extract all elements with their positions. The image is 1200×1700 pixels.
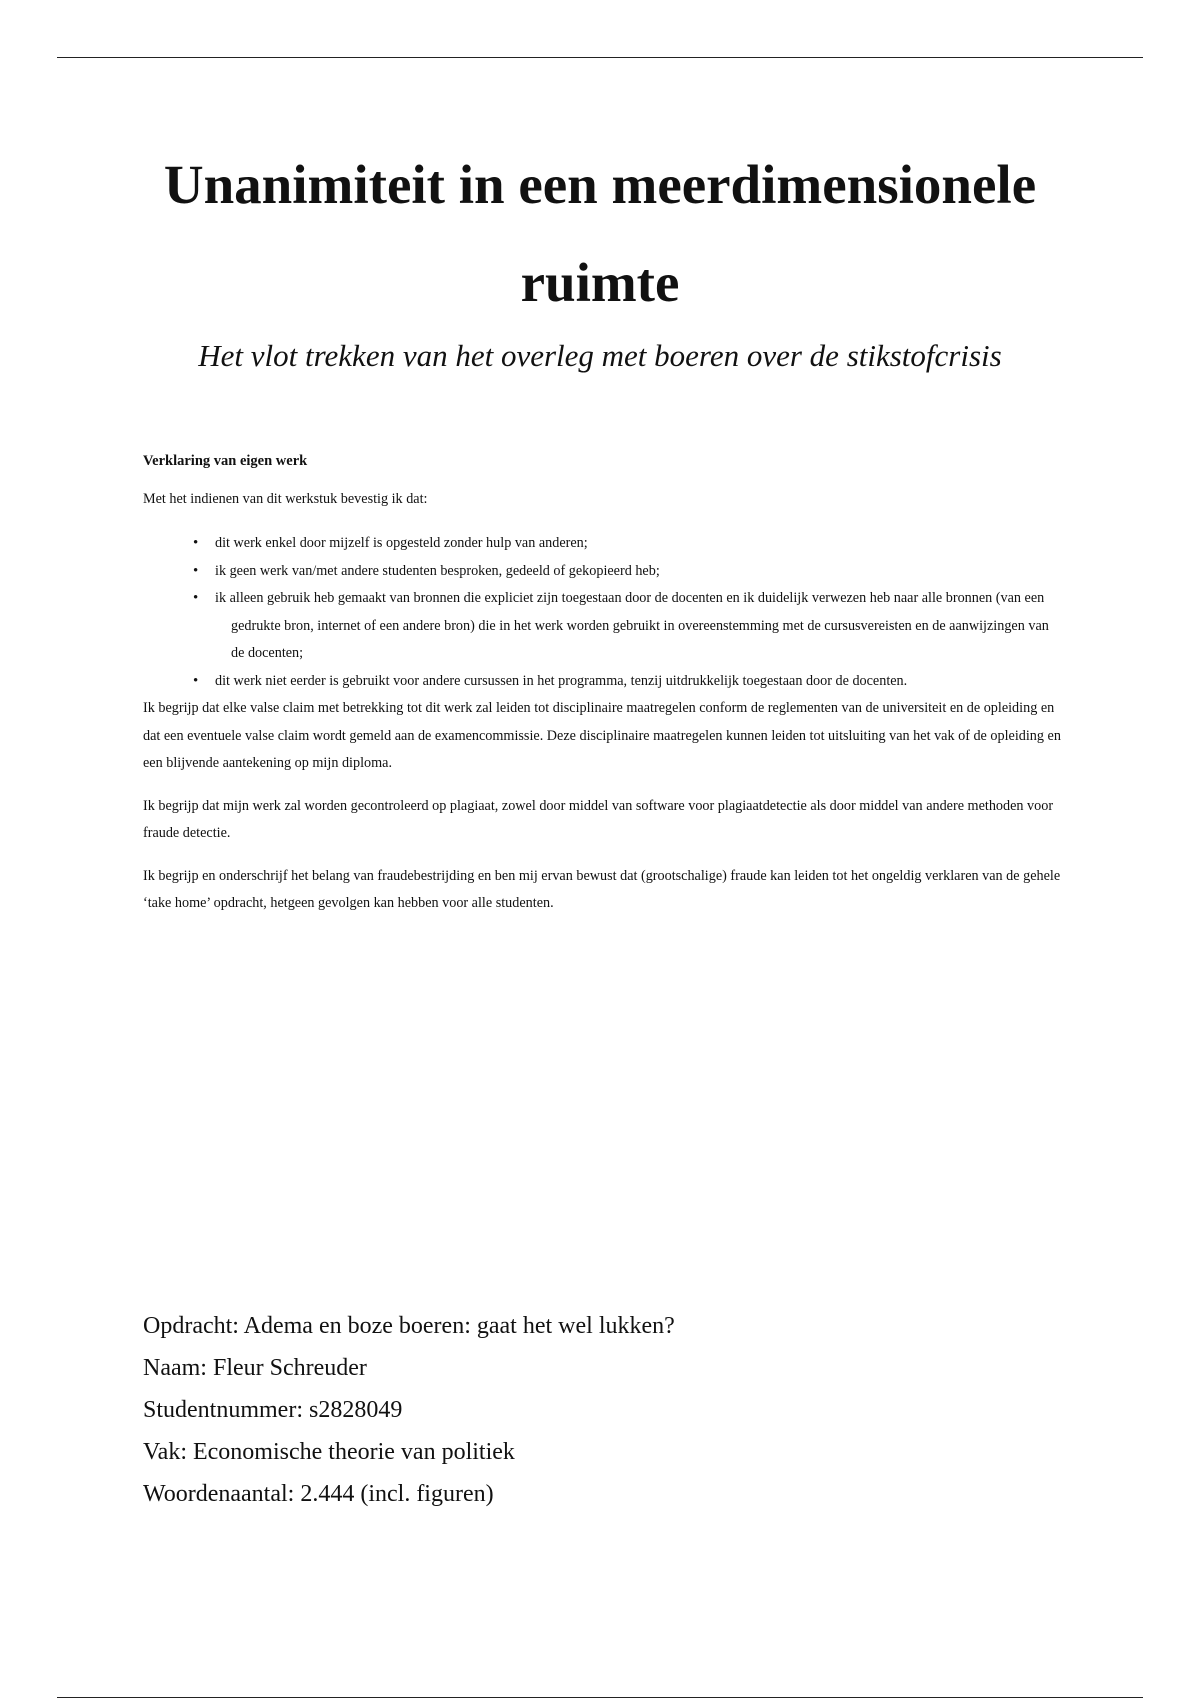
bullet-icon: •: [193, 562, 199, 579]
list-item: [193, 530, 1063, 558]
word-count-line: Woordenaantal: 2.444 (incl. figuren): [143, 1481, 494, 1507]
top-rule: [57, 57, 1143, 58]
student-number-line: Studentnummer: s2828049: [143, 1397, 403, 1423]
declaration-heading: Verklaring van eigen werk: [143, 453, 308, 469]
document-title: Unanimiteit in een meerdimensionele ruimte: [163, 154, 1037, 313]
bullet-icon: •: [193, 590, 199, 606]
declaration-list: [143, 530, 1063, 695]
declaration-intro: Met het indienen van dit werkstuk bevestig ik dat:: [143, 490, 428, 507]
list-item-text: ik alleen gebruik heb gemaakt van bronnen die expliciet zijn toegestaan door de docenten en ik duidelijk verwezen heb naar alle bronnen (van een gedrukte bron, internet of een andere bron) die in het werk worden gebruikt in overeenstemming met de cursusvereisten en de aanwijzingen van de docenten;: [215, 590, 1049, 661]
assignment-info: [143, 1305, 675, 1515]
list-item-text: ik geen werk van/met andere studenten besproken, gedeeld of gekopieerd heb;: [215, 562, 660, 579]
bullet-icon: •: [193, 535, 199, 551]
list-item-text: dit werk enkel door mijzelf is opgesteld zonder hulp van anderen;: [215, 535, 588, 551]
list-item: [193, 668, 1063, 696]
document-subtitle: Het vlot trekken van het overleg met boeren over de stikstofcrisis: [198, 338, 1002, 373]
course-line: Vak: Economische theorie van politiek: [143, 1439, 515, 1465]
declaration-paragraph: Ik begrijp en onderschrijf het belang van fraudebestrijding en ben mij ervan bewust dat (grootschalige) fraude kan leiden tot het ongeldig verklaren van de gehele ‘take home’ opdracht, hetgeen gevolgen kan hebben voor alle studenten.: [143, 867, 1061, 911]
list-item-text: dit werk niet eerder is gebruikt voor andere cursussen in het programma, tenzij uitdrukkelijk toegestaan door de docenten.: [215, 672, 908, 689]
declaration-paragraph: Ik begrijp dat mijn werk zal worden gecontroleerd op plagiaat, zowel door middel van software voor plagiaatdetectie als door middel van andere methoden voor fraude detectie.: [143, 797, 1054, 841]
bottom-rule: [57, 1697, 1143, 1698]
declaration-paragraph: Ik begrijp dat elke valse claim met betrekking tot dit werk zal leiden tot disciplinaire maatregelen conform de reglementen van de universiteit en de opleiding en dat een eventuele valse claim wordt gemeld aan de examencommissie. Deze disciplinaire maatregelen kunnen leiden tot uitsluiting van het vak of de opleiding en een blijvende aantekening op mijn diploma.: [143, 700, 1061, 771]
declaration-section: [143, 448, 1063, 933]
bullet-icon: •: [193, 672, 199, 689]
list-item: [193, 558, 1063, 586]
name-line: Naam: Fleur Schreuder: [143, 1355, 367, 1381]
assignment-line: Opdracht: Adema en boze boeren: gaat het wel lukken?: [143, 1313, 675, 1339]
list-item: [193, 585, 1063, 668]
